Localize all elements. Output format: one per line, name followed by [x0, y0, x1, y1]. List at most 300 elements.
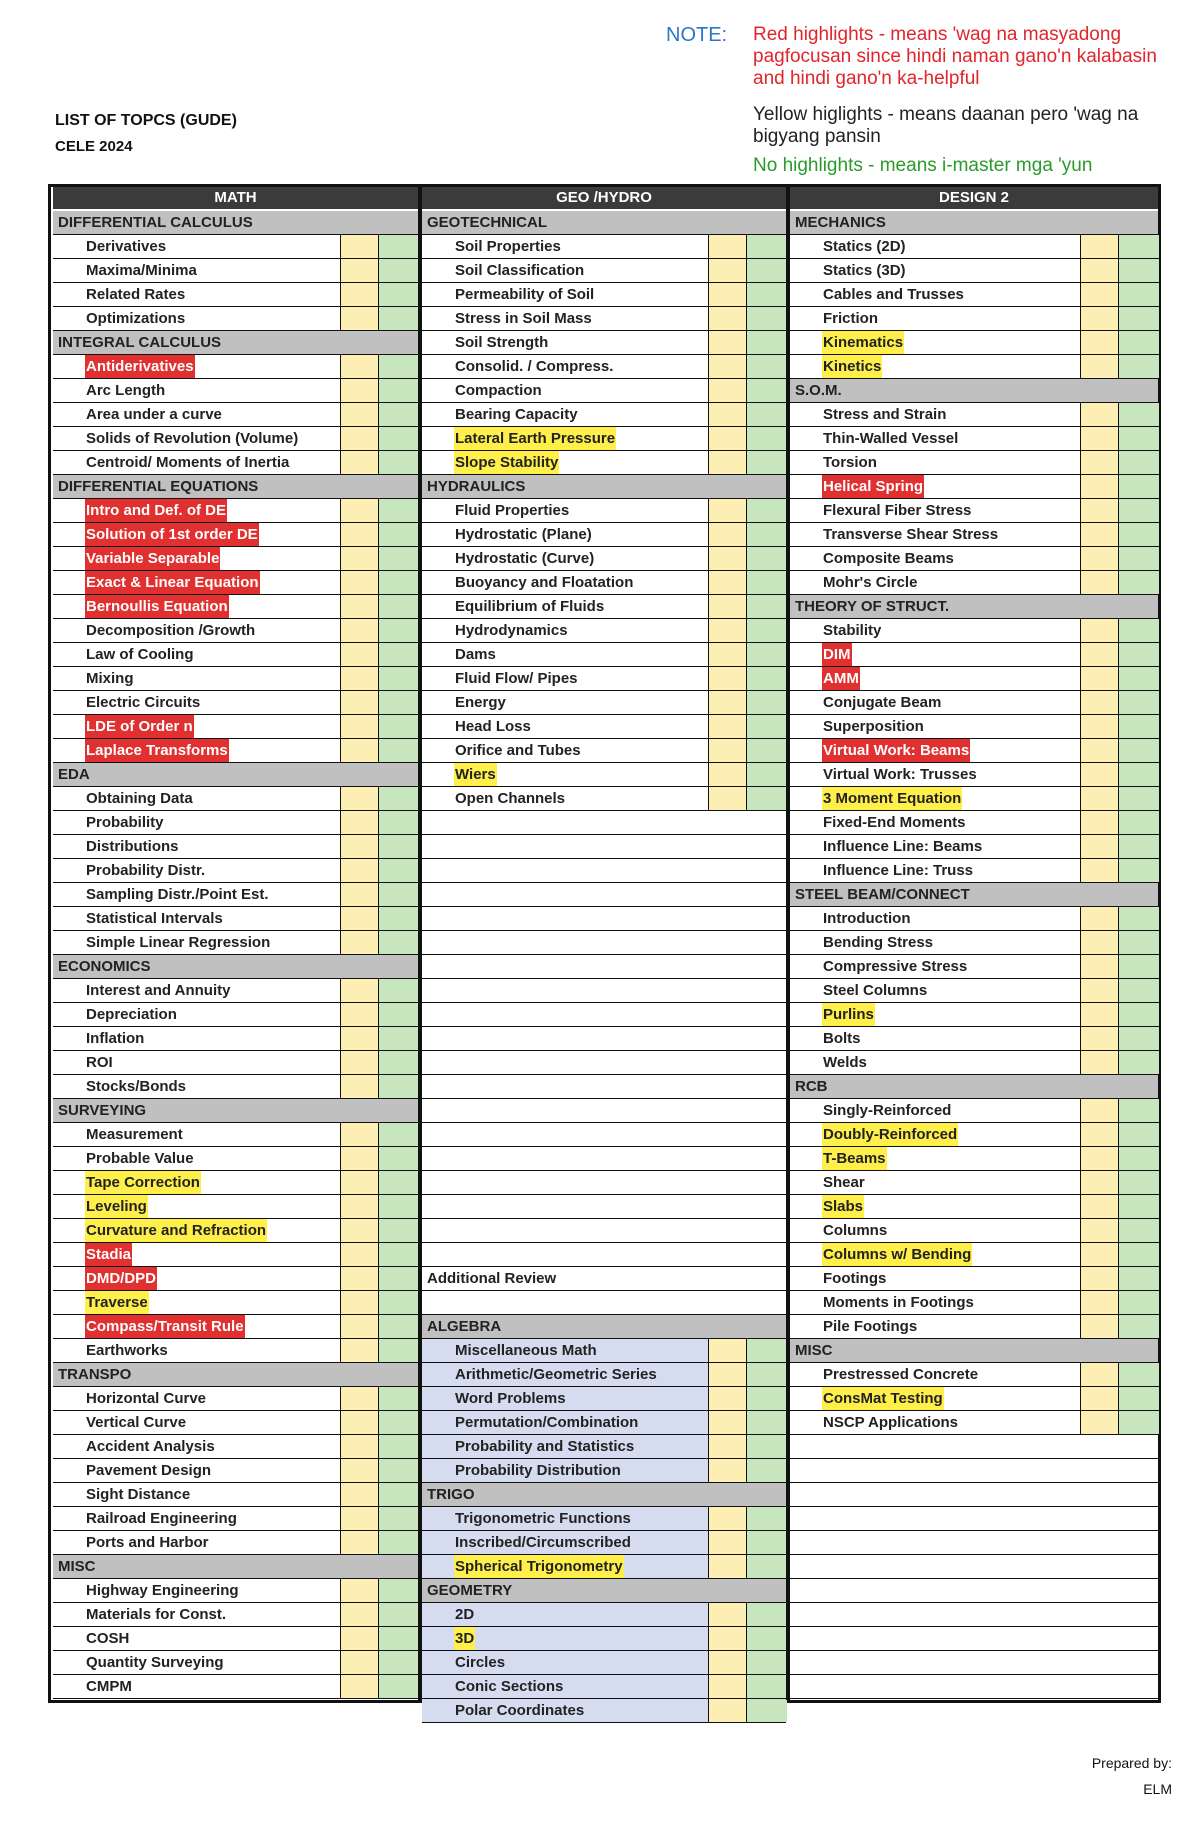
green-check-cell[interactable] — [1118, 307, 1159, 330]
green-check-cell[interactable] — [378, 979, 419, 1002]
green-check-cell[interactable] — [378, 1291, 419, 1314]
topic-row — [53, 1195, 418, 1219]
green-check-cell[interactable] — [378, 1171, 419, 1194]
yellow-check-cell[interactable] — [340, 1411, 379, 1434]
green-check-cell[interactable] — [746, 355, 787, 378]
green-check-cell[interactable] — [746, 403, 787, 426]
yellow-check-cell[interactable] — [1080, 763, 1119, 786]
green-check-cell[interactable] — [378, 691, 419, 714]
yellow-check-cell[interactable] — [340, 403, 379, 426]
green-check-cell[interactable] — [378, 355, 419, 378]
green-check-cell[interactable] — [1118, 451, 1159, 474]
green-check-cell[interactable] — [1118, 1147, 1159, 1170]
green-check-cell[interactable] — [1118, 1195, 1159, 1218]
topic-label-pile-footings: Pile Footings — [823, 1318, 918, 1335]
yellow-check-cell[interactable] — [340, 1027, 379, 1050]
yellow-check-cell[interactable] — [708, 355, 747, 378]
green-check-cell[interactable] — [378, 667, 419, 690]
topic-row — [53, 1171, 418, 1195]
yellow-check-cell[interactable] — [1080, 907, 1119, 930]
yellow-check-cell[interactable] — [1080, 283, 1119, 306]
green-check-cell[interactable] — [378, 1243, 419, 1266]
green-check-cell[interactable] — [378, 523, 419, 546]
yellow-check-cell[interactable] — [340, 1123, 379, 1146]
yellow-check-cell[interactable] — [708, 547, 747, 570]
yellow-check-cell[interactable] — [708, 1459, 747, 1482]
yellow-check-cell[interactable] — [340, 1507, 379, 1530]
green-check-cell[interactable] — [378, 1219, 419, 1242]
green-check-cell[interactable] — [1118, 571, 1159, 594]
yellow-check-cell[interactable] — [1080, 1219, 1119, 1242]
empty-row — [790, 1459, 1158, 1483]
yellow-check-cell[interactable] — [1080, 739, 1119, 762]
section-label-economics: ECONOMICS — [58, 958, 151, 975]
green-check-cell[interactable] — [746, 427, 787, 450]
green-check-cell[interactable] — [1118, 523, 1159, 546]
yellow-check-cell[interactable] — [340, 451, 379, 474]
yellow-check-cell[interactable] — [340, 691, 379, 714]
yellow-check-cell[interactable] — [340, 1219, 379, 1242]
green-check-cell[interactable] — [746, 763, 787, 786]
green-check-cell[interactable] — [1118, 1171, 1159, 1194]
green-check-cell[interactable] — [378, 571, 419, 594]
green-check-cell[interactable] — [1118, 283, 1159, 306]
green-check-cell[interactable] — [1118, 955, 1159, 978]
yellow-check-cell[interactable] — [1080, 835, 1119, 858]
green-check-cell[interactable] — [1118, 643, 1159, 666]
yellow-check-cell[interactable] — [1080, 1051, 1119, 1074]
green-check-cell[interactable] — [746, 1339, 787, 1362]
yellow-check-cell[interactable] — [1080, 787, 1119, 810]
yellow-check-cell[interactable] — [1080, 259, 1119, 282]
green-check-cell[interactable] — [1118, 1267, 1159, 1290]
green-check-cell[interactable] — [746, 451, 787, 474]
green-check-cell[interactable] — [378, 907, 419, 930]
yellow-check-cell[interactable] — [1080, 1099, 1119, 1122]
green-check-cell[interactable] — [378, 787, 419, 810]
green-check-cell[interactable] — [1118, 691, 1159, 714]
green-check-cell[interactable] — [746, 1603, 787, 1626]
yellow-check-cell[interactable] — [1080, 1411, 1119, 1434]
yellow-check-cell[interactable] — [1080, 355, 1119, 378]
green-check-cell[interactable] — [378, 1267, 419, 1290]
green-check-cell[interactable] — [1118, 475, 1159, 498]
yellow-check-cell[interactable] — [1080, 979, 1119, 1002]
yellow-check-cell[interactable] — [1080, 427, 1119, 450]
green-check-cell[interactable] — [378, 1627, 419, 1650]
green-check-cell[interactable] — [378, 595, 419, 618]
topic-label-permutation-combination: Permutation/Combination — [455, 1414, 639, 1431]
yellow-check-cell[interactable] — [1080, 955, 1119, 978]
green-check-cell[interactable] — [746, 547, 787, 570]
yellow-check-cell[interactable] — [1080, 667, 1119, 690]
yellow-check-cell[interactable] — [340, 499, 379, 522]
green-check-cell[interactable] — [746, 1531, 787, 1554]
green-check-cell[interactable] — [378, 859, 419, 882]
yellow-check-cell[interactable] — [708, 571, 747, 594]
yellow-check-cell[interactable] — [340, 1195, 379, 1218]
green-check-cell[interactable] — [746, 1675, 787, 1698]
topic-row — [422, 283, 786, 307]
yellow-check-cell[interactable] — [1080, 1243, 1119, 1266]
green-check-cell[interactable] — [1118, 1411, 1159, 1434]
yellow-check-cell[interactable] — [1080, 1267, 1119, 1290]
yellow-check-cell[interactable] — [340, 1387, 379, 1410]
green-check-cell[interactable] — [378, 1387, 419, 1410]
green-check-cell[interactable] — [378, 739, 419, 762]
topic-label-compressive-stress: Compressive Stress — [823, 958, 968, 975]
yellow-check-cell[interactable] — [1080, 811, 1119, 834]
topic-label-accident-analysis: Accident Analysis — [86, 1438, 215, 1455]
yellow-check-cell[interactable] — [340, 523, 379, 546]
green-check-cell[interactable] — [746, 379, 787, 402]
green-check-cell[interactable] — [1118, 1219, 1159, 1242]
yellow-check-cell[interactable] — [708, 307, 747, 330]
green-check-cell[interactable] — [378, 403, 419, 426]
topic-row — [422, 259, 786, 283]
yellow-check-cell[interactable] — [1080, 643, 1119, 666]
green-check-cell[interactable] — [1118, 811, 1159, 834]
green-check-cell[interactable] — [378, 1147, 419, 1170]
yellow-check-cell[interactable] — [1080, 475, 1119, 498]
yellow-check-cell[interactable] — [340, 931, 379, 954]
yellow-check-cell[interactable] — [708, 331, 747, 354]
yellow-check-cell[interactable] — [340, 1531, 379, 1554]
yellow-check-cell[interactable] — [340, 235, 379, 258]
green-check-cell[interactable] — [378, 1651, 419, 1674]
yellow-check-cell[interactable] — [708, 1627, 747, 1650]
green-check-cell[interactable] — [378, 1411, 419, 1434]
green-check-cell[interactable] — [1118, 1027, 1159, 1050]
green-check-cell[interactable] — [746, 1387, 787, 1410]
green-check-cell[interactable] — [378, 235, 419, 258]
green-check-cell[interactable] — [1118, 499, 1159, 522]
yellow-check-cell[interactable] — [340, 571, 379, 594]
green-check-cell[interactable] — [1118, 547, 1159, 570]
yellow-check-cell[interactable] — [1080, 931, 1119, 954]
green-check-cell[interactable] — [378, 1195, 419, 1218]
green-check-cell[interactable] — [1118, 355, 1159, 378]
yellow-check-cell[interactable] — [340, 427, 379, 450]
green-check-cell[interactable] — [746, 1627, 787, 1650]
topic-label-composite-beams: Composite Beams — [823, 550, 954, 567]
green-check-cell[interactable] — [1118, 619, 1159, 642]
green-check-cell[interactable] — [1118, 1291, 1159, 1314]
yellow-check-cell[interactable] — [340, 787, 379, 810]
green-check-cell[interactable] — [746, 283, 787, 306]
green-check-cell[interactable] — [1118, 1123, 1159, 1146]
yellow-check-cell[interactable] — [340, 1459, 379, 1482]
yellow-check-cell[interactable] — [1080, 859, 1119, 882]
green-check-cell[interactable] — [378, 1123, 419, 1146]
green-check-cell[interactable] — [1118, 1387, 1159, 1410]
green-check-cell[interactable] — [378, 1507, 419, 1530]
yellow-check-cell[interactable] — [708, 739, 747, 762]
yellow-check-cell[interactable] — [1080, 331, 1119, 354]
yellow-check-cell[interactable] — [708, 715, 747, 738]
green-check-cell[interactable] — [746, 595, 787, 618]
green-check-cell[interactable] — [746, 619, 787, 642]
yellow-check-cell[interactable] — [340, 1267, 379, 1290]
yellow-check-cell[interactable] — [708, 619, 747, 642]
green-check-cell[interactable] — [1118, 403, 1159, 426]
yellow-check-cell[interactable] — [340, 835, 379, 858]
green-check-cell[interactable] — [746, 1411, 787, 1434]
topic-label-spherical-trigonometry: Spherical Trigonometry — [454, 1555, 624, 1578]
green-check-cell[interactable] — [378, 1483, 419, 1506]
green-check-cell[interactable] — [746, 1507, 787, 1530]
yellow-check-cell[interactable] — [708, 1411, 747, 1434]
yellow-check-cell[interactable] — [1080, 499, 1119, 522]
yellow-check-cell[interactable] — [1080, 1171, 1119, 1194]
topic-row — [53, 1627, 418, 1651]
green-check-cell[interactable] — [1118, 1099, 1159, 1122]
green-check-cell[interactable] — [378, 1579, 419, 1602]
topic-label-soil-strength: Soil Strength — [455, 334, 549, 351]
yellow-check-cell[interactable] — [340, 1651, 379, 1674]
green-check-cell[interactable] — [1118, 1003, 1159, 1026]
green-check-cell[interactable] — [746, 739, 787, 762]
green-check-cell[interactable] — [378, 1051, 419, 1074]
green-check-cell[interactable] — [1118, 667, 1159, 690]
yellow-check-cell[interactable] — [708, 451, 747, 474]
green-check-cell[interactable] — [1118, 739, 1159, 762]
yellow-check-cell[interactable] — [1080, 307, 1119, 330]
green-check-cell[interactable] — [746, 1459, 787, 1482]
yellow-check-cell[interactable] — [708, 259, 747, 282]
yellow-check-cell[interactable] — [1080, 571, 1119, 594]
yellow-check-cell[interactable] — [340, 811, 379, 834]
topic-label-consmat-testing: ConsMat Testing — [822, 1387, 944, 1410]
yellow-check-cell[interactable] — [340, 547, 379, 570]
topic-label-kinetics: Kinetics — [822, 355, 882, 378]
yellow-check-cell[interactable] — [340, 1603, 379, 1626]
green-check-cell[interactable] — [378, 283, 419, 306]
topic-label-curvature-and-refraction: Curvature and Refraction — [85, 1219, 267, 1242]
yellow-check-cell[interactable] — [708, 1531, 747, 1554]
yellow-check-cell[interactable] — [1080, 1363, 1119, 1386]
yellow-check-cell[interactable] — [708, 1603, 747, 1626]
yellow-check-cell[interactable] — [340, 1339, 379, 1362]
green-check-cell[interactable] — [378, 427, 419, 450]
green-check-cell[interactable] — [378, 547, 419, 570]
yellow-check-cell[interactable] — [708, 1387, 747, 1410]
yellow-check-cell[interactable] — [708, 1651, 747, 1674]
yellow-check-cell[interactable] — [340, 355, 379, 378]
yellow-check-cell[interactable] — [340, 739, 379, 762]
yellow-check-cell[interactable] — [708, 1363, 747, 1386]
topic-row — [422, 451, 786, 475]
yellow-check-cell[interactable] — [708, 1699, 747, 1722]
green-check-cell[interactable] — [746, 1555, 787, 1578]
yellow-check-cell[interactable] — [340, 1291, 379, 1314]
section-label-mechanics: MECHANICS — [795, 214, 886, 231]
yellow-check-cell[interactable] — [340, 859, 379, 882]
yellow-check-cell[interactable] — [340, 1579, 379, 1602]
yellow-check-cell[interactable] — [340, 1483, 379, 1506]
yellow-check-cell[interactable] — [708, 427, 747, 450]
green-check-cell[interactable] — [378, 619, 419, 642]
green-check-cell[interactable] — [746, 715, 787, 738]
topic-label-area-under-a-curve: Area under a curve — [86, 406, 222, 423]
green-check-cell[interactable] — [746, 667, 787, 690]
yellow-check-cell[interactable] — [340, 259, 379, 282]
topic-row — [790, 1099, 1158, 1123]
green-check-cell[interactable] — [378, 1003, 419, 1026]
yellow-check-cell[interactable] — [708, 787, 747, 810]
green-check-cell[interactable] — [378, 715, 419, 738]
green-check-cell[interactable] — [378, 451, 419, 474]
yellow-check-cell[interactable] — [708, 379, 747, 402]
green-check-cell[interactable] — [746, 787, 787, 810]
green-check-cell[interactable] — [378, 1435, 419, 1458]
yellow-check-cell[interactable] — [1080, 619, 1119, 642]
yellow-check-cell[interactable] — [1080, 403, 1119, 426]
green-check-cell[interactable] — [1118, 931, 1159, 954]
yellow-check-cell[interactable] — [340, 715, 379, 738]
green-check-cell[interactable] — [378, 883, 419, 906]
yellow-check-cell[interactable] — [708, 1555, 747, 1578]
green-check-cell[interactable] — [378, 379, 419, 402]
yellow-check-cell[interactable] — [708, 403, 747, 426]
yellow-check-cell[interactable] — [340, 379, 379, 402]
yellow-check-cell[interactable] — [708, 1435, 747, 1458]
yellow-check-cell[interactable] — [340, 283, 379, 306]
yellow-check-cell[interactable] — [708, 499, 747, 522]
yellow-check-cell[interactable] — [340, 1171, 379, 1194]
green-check-cell[interactable] — [746, 499, 787, 522]
yellow-check-cell[interactable] — [708, 643, 747, 666]
yellow-check-cell[interactable] — [1080, 1387, 1119, 1410]
green-check-cell[interactable] — [746, 643, 787, 666]
empty-row — [790, 1507, 1158, 1531]
green-check-cell[interactable] — [1118, 835, 1159, 858]
yellow-check-cell[interactable] — [340, 643, 379, 666]
green-check-cell[interactable] — [1118, 715, 1159, 738]
topic-label-decomposition-growth: Decomposition /Growth — [86, 622, 256, 639]
yellow-check-cell[interactable] — [1080, 1195, 1119, 1218]
green-check-cell[interactable] — [378, 811, 419, 834]
green-check-cell[interactable] — [1118, 1051, 1159, 1074]
yellow-check-cell[interactable] — [340, 1435, 379, 1458]
yellow-check-cell[interactable] — [708, 667, 747, 690]
green-check-cell[interactable] — [1118, 787, 1159, 810]
green-check-cell[interactable] — [1118, 859, 1159, 882]
green-check-cell[interactable] — [1118, 235, 1159, 258]
yellow-check-cell[interactable] — [708, 1339, 747, 1362]
yellow-check-cell[interactable] — [1080, 523, 1119, 546]
yellow-check-cell[interactable] — [340, 1051, 379, 1074]
green-check-cell[interactable] — [1118, 331, 1159, 354]
green-check-cell[interactable] — [1118, 259, 1159, 282]
yellow-check-cell[interactable] — [1080, 1147, 1119, 1170]
yellow-check-cell[interactable] — [340, 1627, 379, 1650]
yellow-check-cell[interactable] — [340, 1075, 379, 1098]
empty-row — [790, 1627, 1158, 1651]
topic-label-cosh: COSH — [86, 1630, 130, 1647]
green-check-cell[interactable] — [746, 331, 787, 354]
yellow-check-cell[interactable] — [708, 691, 747, 714]
yellow-check-cell[interactable] — [1080, 1003, 1119, 1026]
topic-label-dams: Dams — [455, 646, 496, 663]
yellow-check-cell[interactable] — [1080, 691, 1119, 714]
yellow-check-cell[interactable] — [340, 595, 379, 618]
green-check-cell[interactable] — [746, 1363, 787, 1386]
green-check-cell[interactable] — [378, 1075, 419, 1098]
green-check-cell[interactable] — [746, 691, 787, 714]
yellow-check-cell[interactable] — [1080, 235, 1119, 258]
green-check-cell[interactable] — [746, 235, 787, 258]
yellow-check-cell[interactable] — [340, 619, 379, 642]
green-check-cell[interactable] — [746, 571, 787, 594]
green-check-cell[interactable] — [1118, 1363, 1159, 1386]
green-check-cell[interactable] — [1118, 979, 1159, 1002]
yellow-check-cell[interactable] — [340, 1003, 379, 1026]
green-check-cell[interactable] — [746, 1699, 787, 1722]
yellow-check-cell[interactable] — [708, 283, 747, 306]
yellow-check-cell[interactable] — [340, 1243, 379, 1266]
yellow-check-cell[interactable] — [708, 1507, 747, 1530]
green-check-cell[interactable] — [378, 931, 419, 954]
yellow-check-cell[interactable] — [340, 979, 379, 1002]
green-check-cell[interactable] — [1118, 1243, 1159, 1266]
green-check-cell[interactable] — [378, 1315, 419, 1338]
yellow-check-cell[interactable] — [1080, 547, 1119, 570]
yellow-check-cell[interactable] — [708, 235, 747, 258]
green-check-cell[interactable] — [1118, 1315, 1159, 1338]
green-check-cell[interactable] — [378, 1603, 419, 1626]
green-check-cell[interactable] — [378, 1459, 419, 1482]
green-check-cell[interactable] — [378, 1531, 419, 1554]
yellow-check-cell[interactable] — [1080, 1123, 1119, 1146]
green-check-cell[interactable] — [1118, 763, 1159, 786]
green-check-cell[interactable] — [1118, 907, 1159, 930]
green-check-cell[interactable] — [746, 307, 787, 330]
green-check-cell[interactable] — [378, 835, 419, 858]
yellow-check-cell[interactable] — [708, 763, 747, 786]
yellow-check-cell[interactable] — [708, 595, 747, 618]
green-check-cell[interactable] — [378, 643, 419, 666]
yellow-check-cell[interactable] — [340, 1147, 379, 1170]
green-check-cell[interactable] — [378, 307, 419, 330]
green-check-cell[interactable] — [746, 1435, 787, 1458]
green-check-cell[interactable] — [746, 1651, 787, 1674]
yellow-check-cell[interactable] — [340, 1315, 379, 1338]
green-check-cell[interactable] — [1118, 427, 1159, 450]
yellow-check-cell[interactable] — [340, 1675, 379, 1698]
yellow-check-cell[interactable] — [1080, 451, 1119, 474]
yellow-check-cell[interactable] — [340, 307, 379, 330]
green-check-cell[interactable] — [746, 523, 787, 546]
topic-row — [790, 1387, 1158, 1411]
yellow-check-cell[interactable] — [340, 667, 379, 690]
yellow-check-cell[interactable] — [1080, 1291, 1119, 1314]
yellow-check-cell[interactable] — [340, 907, 379, 930]
yellow-check-cell[interactable] — [1080, 1315, 1119, 1338]
green-check-cell[interactable] — [378, 499, 419, 522]
green-check-cell[interactable] — [378, 259, 419, 282]
yellow-check-cell[interactable] — [1080, 715, 1119, 738]
yellow-check-cell[interactable] — [340, 883, 379, 906]
green-check-cell[interactable] — [378, 1027, 419, 1050]
yellow-check-cell[interactable] — [708, 1675, 747, 1698]
yellow-check-cell[interactable] — [708, 523, 747, 546]
green-check-cell[interactable] — [378, 1339, 419, 1362]
yellow-check-cell[interactable] — [1080, 1027, 1119, 1050]
green-check-cell[interactable] — [746, 259, 787, 282]
green-check-cell[interactable] — [378, 1675, 419, 1698]
topic-label-probability-distribution: Probability Distribution — [455, 1462, 621, 1479]
